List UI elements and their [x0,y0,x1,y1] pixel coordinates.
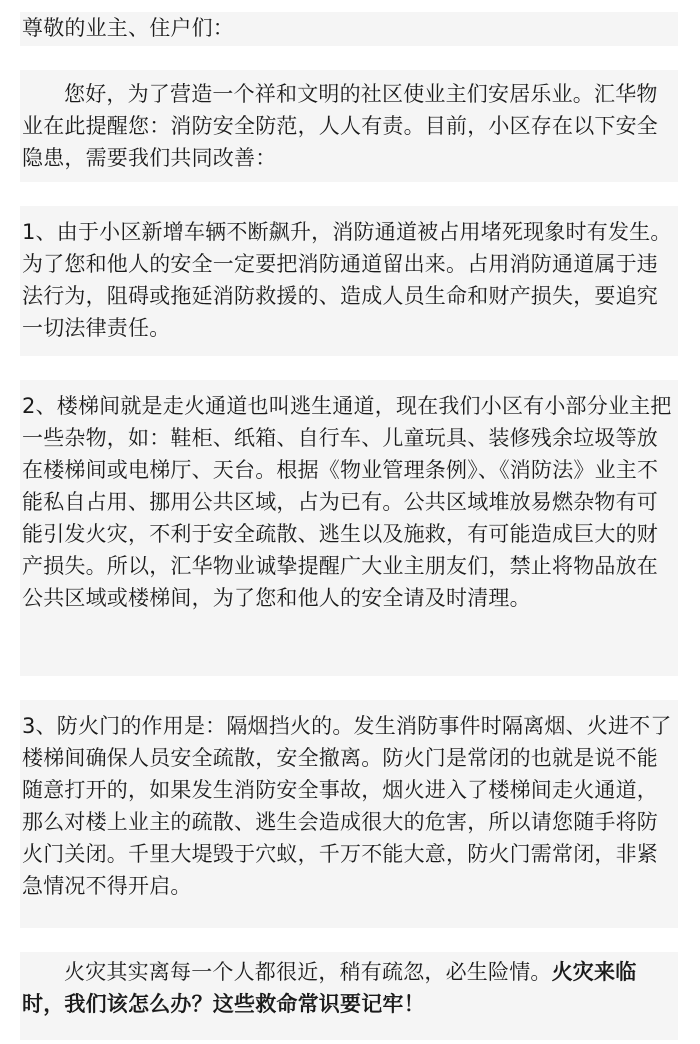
notice-item-3: 3、防火门的作用是：隔烟挡火的。发生消防事件时隔离烟、火进不了楼梯间确保人员安全疏散，安全撤离。防火门是常闭的也就是说不能随意打开的，如果发生消防安全事故，烟火进入了楼梯间走火通道，那么对楼上业主的疏散、逃生会造成很大的危害，所以请您随手将防火门关闭。千里大堤毁于穴蚁，千万不能大意，防火门需常闭，非紧急情况不得开启。 [20,700,678,928]
closing-text: 火灾其实离每一个人都很近，稍有疏忽，必生险情。 [64,960,552,984]
notice-item-1: 1、由于小区新增车辆不断飙升，消防通道被占用堵死现象时有发生。为了您和他人的安全一定要把消防通道留出来。占用消防通道属于违法行为，阻碍或拖延消防救援的、造成人员生命和财产损失，要追究一切法律责任。 [20,206,678,356]
closing-bold-text: 火灾来临时，我们该怎么办？这些救命常识要记牢！ [22,960,637,1016]
salutation: 尊敬的业主、住户们： [20,12,678,46]
notice-item-2: 2、楼梯间就是走火通道也叫逃生通道，现在我们小区有小部分业主把一些杂物，如：鞋柜、纸箱、自行车、儿童玩具、装修残余垃圾等放在楼梯间或电梯厅、天台。根据《物业管理条例》、《消防法》业主不能私自占用、挪用公共区域，占为已有。公共区域堆放易燃杂物有可能引发火灾，不利于安全疏散、逃生以及施救，有可能造成巨大的财产损失。所以，汇华物业诚挚提醒广大业主朋友们，禁止将物品放在公共区域或楼梯间，为了您和他人的安全请及时清理。 [20,380,678,676]
closing-paragraph [20,952,678,1040]
intro-paragraph: 您好，为了营造一个祥和文明的社区使业主们安居乐业。汇华物业在此提醒您：消防安全防范，人人有责。目前，小区存在以下安全隐患，需要我们共同改善： [20,70,678,182]
